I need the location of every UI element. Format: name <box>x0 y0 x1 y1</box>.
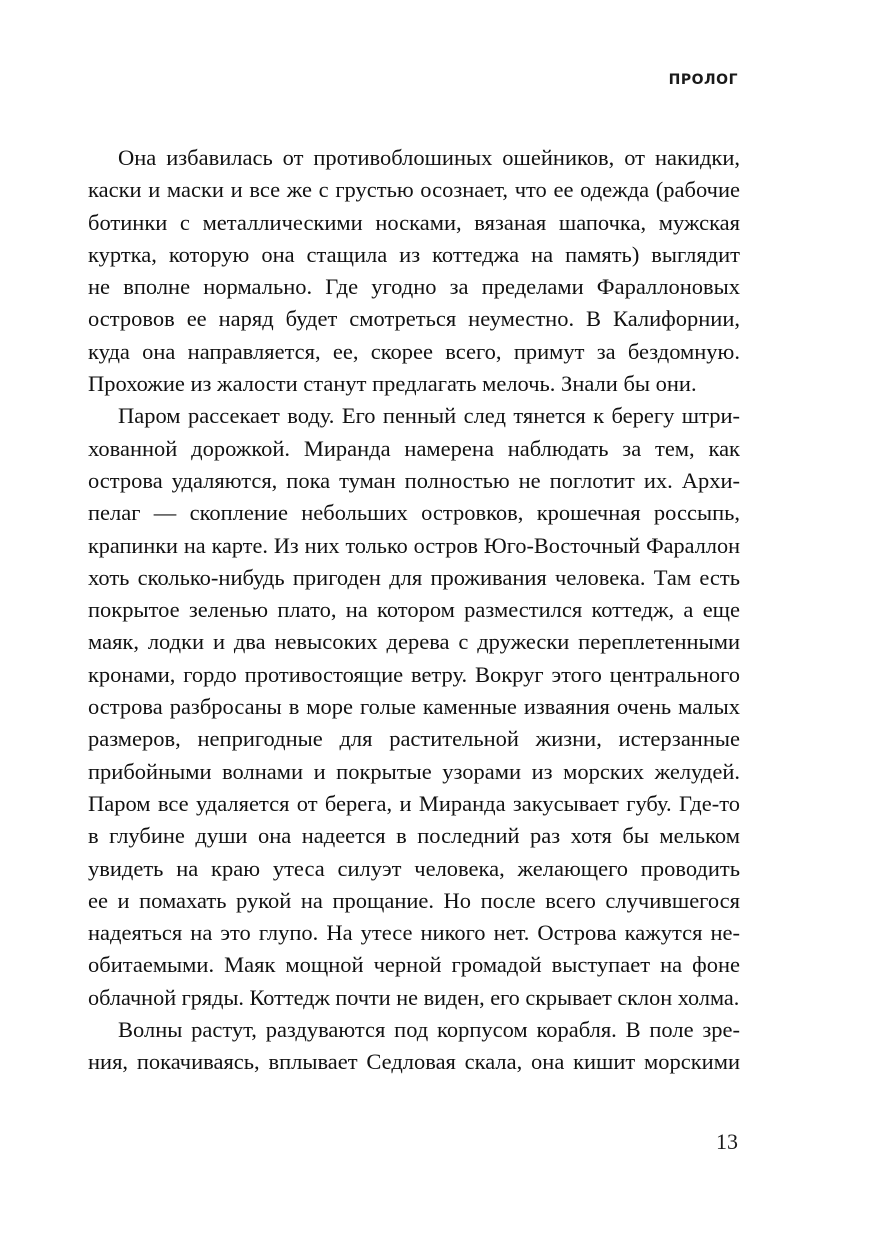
text-line: кронами, гордо противостоящие ветру. Вокруг этого центрального <box>88 661 740 687</box>
text-line: Волны растут, раздуваются под корпусом корабля. В поле зре- <box>118 1017 740 1043</box>
text-line: Паром рассекает воду. Его пенный след тянется к берегу штри- <box>118 403 740 429</box>
text-line: не вполне нормально. Где угодно за пределами Фараллоновых <box>88 274 740 300</box>
text-line: размеров, непригодные для растительной жизни, истерзанные <box>88 726 740 752</box>
text-line: облачной гряды. Коттедж почти не виден, его скрывает склон холма. <box>88 984 740 1010</box>
text-line: куда она направляется, ее, скорее всего, примут за бездомную. <box>88 338 740 364</box>
text-line: пелаг — скопление небольших островков, крошечная россыпь, <box>88 500 740 526</box>
text-line: крапинки на карте. Из них только остров Юго-Восточный Фараллон <box>88 532 740 558</box>
page-number: 13 <box>716 1129 738 1154</box>
text-line: островов ее наряд будет смотреться неуместно. В Калифорнии, <box>88 306 740 332</box>
text-line: обитаемыми. Маяк мощной черной громадой выступает на фоне <box>88 952 740 978</box>
text-line: маяк, лодки и два невысоких дерева с дружески переплетенными <box>88 629 740 655</box>
text-line: в глубине души она надеется в последний раз хотя бы мельком <box>88 823 740 849</box>
text-line: ее и помахать рукой на прощание. Но после всего случившегося <box>88 887 740 913</box>
text-line: покрытое зеленью плато, на котором разместился коттедж, а еще <box>88 597 740 623</box>
text-line: каски и маски и все же с грустью осознает, что ее одежда (рабочие <box>88 177 740 203</box>
body-text <box>88 142 740 1079</box>
text-line: Прохожие из жалости станут предлагать мелочь. Знали бы они. <box>88 371 697 397</box>
text-line: куртка, которую она стащила из коттеджа на память) выглядит <box>88 241 740 267</box>
text-line: увидеть на краю утеса силуэт человека, желающего проводить <box>88 855 740 881</box>
text-line: хованной дорожкой. Миранда намерена наблюдать за тем, как <box>88 435 740 461</box>
text-line: прибойными волнами и покрытые узорами из морских желудей. <box>88 758 740 784</box>
text-line: хоть сколько-нибудь пригоден для проживания человека. Там есть <box>88 564 740 590</box>
text-line: острова удаляются, пока туман полностью не поглотит их. Архи- <box>88 467 740 493</box>
running-head: ПРОЛОГ <box>668 72 738 88</box>
text-line: ния, покачиваясь, вплывает Седловая скала, она кишит морскими <box>88 1049 740 1075</box>
text-line: надеяться на это глупо. На утесе никого нет. Острова кажутся не- <box>88 920 740 946</box>
text-line: Она избавилась от противоблошиных ошейников, от накидки, <box>118 145 740 170</box>
text-line: острова разбросаны в море голые каменные изваяния очень малых <box>88 694 740 720</box>
text-line: Паром все удаляется от берега, и Миранда закусывает губу. Где-то <box>88 790 740 816</box>
text-line: ботинки с металлическими носками, вязаная шапочка, мужская <box>88 209 740 235</box>
